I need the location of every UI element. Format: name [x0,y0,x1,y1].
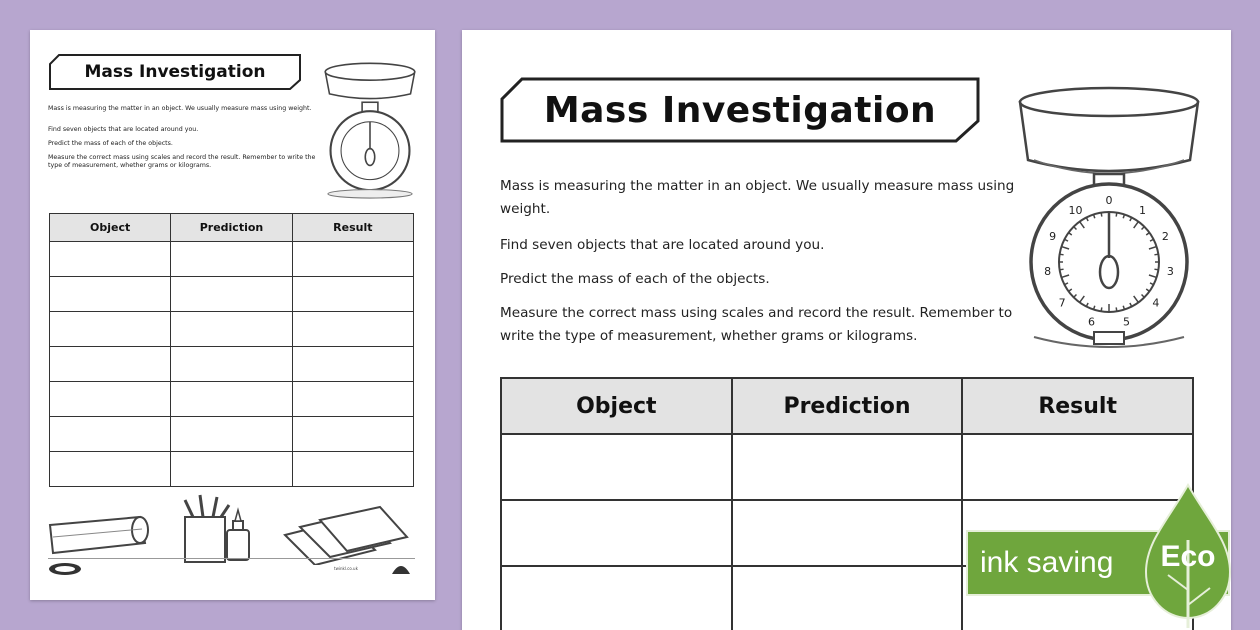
dial-number: 0 [1105,194,1113,207]
dial-tick [1101,307,1102,311]
thumbnail-prediction-cell[interactable] [171,382,292,417]
dial-tick [1060,254,1064,255]
instruction-predict: Predict the mass of each of the objects. [500,271,770,287]
thumbnail-result-cell[interactable] [292,382,413,417]
eco-label: Eco [1160,540,1216,573]
thumbnail-result-cell[interactable] [292,347,413,382]
object-cell[interactable] [501,500,732,566]
dial-number: 7 [1058,296,1066,310]
table-row [501,434,1193,500]
thumbnail-paragraph-2: Find seven objects that are located around you. [48,126,199,133]
instruction-measure: Measure the correct mass using scales and record the result. Remember to write the type of measurement, whether grams or kilograms. [500,305,1013,344]
thumbnail-object-cell[interactable] [50,242,171,277]
dial-tick [1101,213,1102,217]
twinkl-logo-icon [48,562,82,576]
footer-badge-icon [390,560,412,576]
thumbnail-table-row [50,382,414,417]
dial-number: 9 [1049,230,1057,244]
dial-number: 4 [1152,296,1160,310]
prediction-cell[interactable] [732,566,963,630]
thumbnail-paragraph-3: Predict the mass of each of the objects. [48,140,173,147]
thumbnail-title: Mass Investigation [84,62,266,82]
ink-saving-label: ink saving [980,546,1114,579]
intro-paragraph: Mass is measuring the matter in an object. We usually measure mass using weight. [500,178,1015,217]
header-object: Object [501,378,732,434]
dial-tick [1154,269,1158,270]
thumbnail-prediction-cell[interactable] [171,312,292,347]
worksheet-title: Mass Investigation [543,89,937,131]
thumbnail-table-row [50,312,414,347]
thumbnail-result-cell[interactable] [292,417,413,452]
thumbnail-prediction-cell[interactable] [171,277,292,312]
thumbnail-footer-text: twinkl.co.uk [334,566,358,571]
instruction-find: Find seven objects that are located around you. [500,237,825,253]
header-result: Result [962,378,1193,434]
thumbnail-table-row [50,347,414,382]
thumbnail-table-row [50,417,414,452]
dial-number: 10 [1068,203,1083,217]
thumbnail-result-cell[interactable] [292,277,413,312]
thumbnail-header-prediction: Prediction [171,214,292,242]
thumbnail-paragraph-4: Measure the correct mass using scales and record the result. Remember to write the type of measurement, whether grams or kilograms. [48,154,316,169]
thumbnail-object-cell[interactable] [50,312,171,347]
dial-number: 3 [1166,264,1174,278]
thumbnail-prediction-cell[interactable] [171,347,292,382]
dial-number: 2 [1161,230,1169,244]
stationery-illustration-icon [45,465,420,565]
thumbnail-prediction-cell[interactable] [171,242,292,277]
thumbnail-mass-table [49,213,414,487]
kitchen-scale-icon [1014,82,1204,352]
kitchen-scale-icon [320,52,420,202]
thumbnail-object-cell[interactable] [50,277,171,312]
dial-number: 1 [1139,203,1147,217]
thumbnail-object-cell[interactable] [50,417,171,452]
thumbnail-footer-divider [48,558,415,559]
dial-tick [1116,307,1117,311]
dial-number: 8 [1044,264,1052,278]
dial-tick [1154,254,1158,255]
worksheet-thumbnail[interactable] [30,30,435,600]
dial-number: 5 [1122,315,1130,329]
prediction-cell[interactable] [732,500,963,566]
thumbnail-table-row [50,242,414,277]
thumbnail-table-row [50,277,414,312]
dial-tick [1116,213,1117,217]
header-prediction: Prediction [732,378,963,434]
thumbnail-result-cell[interactable] [292,312,413,347]
thumbnail-prediction-cell[interactable] [171,417,292,452]
thumbnail-result-cell[interactable] [292,242,413,277]
dial-tick [1060,269,1064,270]
thumbnail-header-result: Result [292,214,413,242]
thumbnail-object-cell[interactable] [50,347,171,382]
thumbnail-table-body [50,242,414,487]
object-cell[interactable] [501,566,732,630]
object-cell[interactable] [501,434,732,500]
thumbnail-header-object: Object [50,214,171,242]
thumbnail-object-cell[interactable] [50,382,171,417]
dial-number: 6 [1088,315,1096,329]
prediction-cell[interactable] [732,434,963,500]
thumbnail-paragraph-1: Mass is measuring the matter in an object. We usually measure mass using weight. [48,105,312,112]
